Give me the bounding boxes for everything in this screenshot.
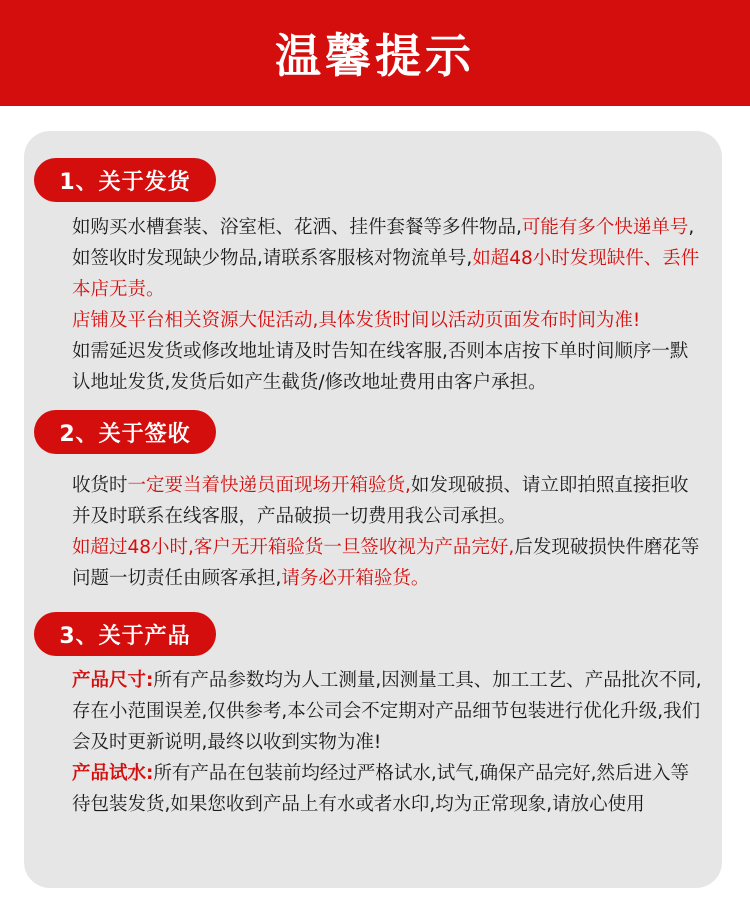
section-title-shipping: 1、关于发货 <box>34 158 216 202</box>
text-run: 产品试水: <box>72 763 154 784</box>
paragraph <box>72 212 704 305</box>
text-run: 如发现破损、请立即拍照直接拒收并及时联系在线客服，产品破损一切费用我公司承担。 <box>72 475 689 527</box>
text-run: ,如签收时发现缺少物品,请联系客服核对物流单号, <box>72 217 695 269</box>
text-run: 可能有多个快递单号 <box>521 217 689 238</box>
section-title-product: 3、关于产品 <box>34 612 216 656</box>
text-run: 店铺及平台相关资源大促活动,具体发货时间以活动页面发布时间为准! <box>72 310 641 331</box>
text-run: 请务必开箱验货。 <box>281 568 430 589</box>
paragraph <box>72 532 704 594</box>
page-title: 温馨提示 <box>275 29 475 83</box>
section-body-product <box>72 665 704 820</box>
paragraph <box>72 665 704 758</box>
text-run: 产品尺寸: <box>72 670 154 691</box>
text-run: 如超过48小时,客户无开箱验货一旦签收视为产品完好, <box>72 537 515 558</box>
text-run: 如购买水槽套装、浴室柜、花洒、挂件套餐等多件物品, <box>72 217 522 238</box>
paragraph <box>72 758 704 820</box>
paragraph <box>72 305 704 336</box>
header-banner <box>0 0 750 106</box>
text-run: 收货时 <box>72 475 128 496</box>
section-body-shipping <box>72 212 704 398</box>
text-run: 如需延迟发货或修改地址请及时告知在线客服,否则本店按下单时间顺序一默认地址发货,发货后如产生截货/修改地址费用由客户承担。 <box>72 341 689 393</box>
text-run: 所有产品参数均为人工测量,因测量工具、加工工艺、产品批次不同,存在小范围误差,仅供参考,本公司会不定期对产品细节包装进行优化升级,我们会及时更新说明,最终以收到实物为准! <box>72 670 702 753</box>
paragraph <box>72 470 704 532</box>
text-run: 后发现破损快件磨花等问题一切责任由顾客承担, <box>72 537 700 589</box>
text-run: 一定要当着快递员面现场开箱验货, <box>127 475 411 496</box>
section-body-signing <box>72 470 704 594</box>
paragraph <box>72 336 704 398</box>
text-run: 如超48小时发现缺件、丢件本店无责。 <box>72 248 700 300</box>
section-title-signing: 2、关于签收 <box>34 410 216 454</box>
text-run: 所有产品在包装前均经过严格试水,试气,确保产品完好,然后进入等待包装发货,如果您收到产品上有水或者水印,均为正常现象,请放心使用 <box>72 763 690 815</box>
